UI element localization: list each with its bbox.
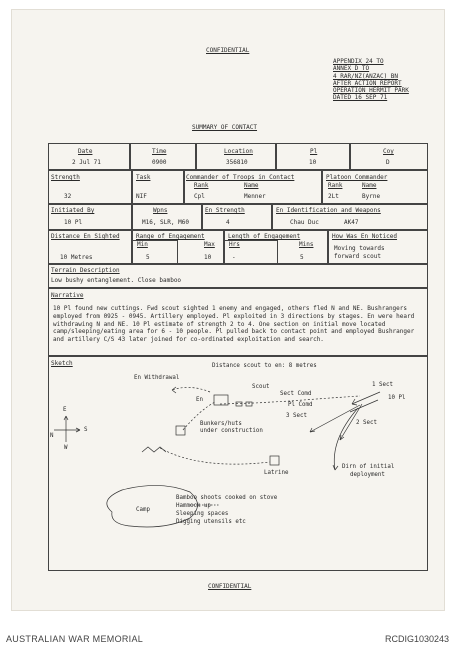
withdrawal-arrow [172,387,210,392]
commander-name-label: Name [244,182,259,189]
platoon-name-label: Name [362,182,377,189]
strength-value: 32 [64,193,72,200]
sect-comd-label: Sect Comd [280,391,312,397]
annex-line: 4 RAR/NZ(ANZAC) BN [333,72,399,80]
platoon-commander-label: Platoon Commander [326,174,388,181]
commander-label: Commander of Troops in Contact [186,174,295,181]
arrow-3-sect [310,405,360,432]
hut-marks [142,447,166,452]
length-mins-value: 5 [300,254,304,261]
distance-label: Distance En Sighted [51,233,120,240]
sect3-label: 3 Sect [286,413,307,419]
length-mins-label: Mins [299,241,314,248]
commander-name-value: Menner [244,193,266,200]
document-id: RCDIG1030243 [384,634,449,644]
camp-track [160,448,270,464]
platoon-name-value: Byrne [362,193,381,200]
annex-line: OPERATION HERMIT PARK [333,87,409,95]
annex-line: ANNEX D TO [333,65,370,73]
bunkers-label: under construction [200,428,263,434]
pl10-label: 10 Pl [388,395,406,401]
location-label: Location [224,148,253,155]
narrative-text: 10 Pl found new cuttings. Fwd scout sighted 1 enemy and engaged, others fled N and NE. Bushrangers employed from 0925 - 0945. Artillery employed. Pl exploited in 3 directions by stages. En were heard withdrawing N and NE. 10 Pl estimate of strength 2 to 4. One section on initial move located camp/sleeping/eating area for 6 - 10 people. Pl pulled back to contact point and employed Bushranger and artillery C/S 43 later joined for co-ordinated exploitation and search. [53,305,415,344]
date-label: Date [78,148,93,155]
range-max-value: 10 [204,254,212,261]
bunkers-label: Bunkers/huts [200,421,242,427]
sect1-label: 1 Sect [372,382,393,388]
latrine-label: Latrine [264,470,289,476]
length-hrs-value: - [232,254,236,261]
wpns-value: M16, SLR, M60 [142,219,189,226]
coy-label: Coy [383,148,394,155]
narrative-label: Narrative [51,292,84,299]
en-strength-value: 4 [226,219,230,226]
location-value: 356810 [226,159,248,166]
how-noticed-line: forward scout [334,253,381,260]
pl-value: 10 [309,159,317,166]
compass-w-label: W [64,445,68,451]
length-hrs-label: Hrs [229,241,240,248]
document-title: SUMMARY OF CONTACT [192,124,258,131]
platoon-rank-value: 2Lt [328,193,339,200]
range-min-value: 5 [146,254,150,261]
coy-value: D [386,159,390,166]
camp-note: Sleeping spaces [176,511,229,517]
en-weapon-value: AK47 [344,219,359,226]
annex-line: AFTER ACTION REPORT [333,79,402,87]
initiated-label: Initiated By [51,207,95,214]
platoon-rank-label: Rank [328,182,343,189]
annex-line: DATED 16 SEP 71 [333,94,388,102]
scout-label: Scout [252,384,270,390]
time-label: Time [152,148,167,155]
time-value: 0900 [152,159,167,166]
pl-comd-label: Pl Comd [288,402,313,408]
range-max-label: Max [204,241,215,248]
commander-rank-label: Rank [194,182,209,189]
archive-name: AUSTRALIAN WAR MEMORIAL [6,634,144,644]
bunker-box [176,426,185,435]
sketch-label: Sketch [51,360,73,367]
range-label: Range of Engagement [136,233,205,240]
terrain-text: Low bushy entanglement. Close bamboo [51,277,182,284]
camp-label: Camp [136,507,150,513]
withdrawal-arrowhead [172,387,176,393]
pl-label: Pl [310,148,318,155]
sect2-label: 2 Sect [356,420,377,426]
commander-rank-value: Cpl [194,193,205,200]
en-ident-value: Chau Duc [290,219,319,226]
dirn-label: Dirn of initial [342,464,395,470]
en-ident-label: En Identification and Weapons [276,207,381,214]
distance-note: Distance scout to en: 8 metres [212,363,317,369]
range-min-label: Min [137,241,148,248]
initiated-value: 10 Pl [64,219,83,226]
arrow-1-sect [352,392,380,404]
camp-note: Bamboo shoots cooked on stove [176,495,278,501]
en-strength-label: En Strength [205,207,245,214]
terrain-label: Terrain Description [51,267,120,274]
camp-note: Hammock up [176,503,211,509]
classification-bottom: CONFIDENTIAL [208,583,252,590]
en-withdrawal-label: En Withdrawal [134,375,180,381]
task-label: Task [136,174,151,181]
how-noticed-label: How Was En Noticed [332,233,398,240]
annex-line: APPENDIX 24 TO [333,58,384,65]
distance-value: 10 Metres [60,254,93,261]
strength-label: Strength [51,174,80,181]
wpns-label: Wpns [153,207,168,214]
latrine-box [270,456,279,465]
length-label: Length of Engagement [228,233,301,240]
compass-e-label: E [63,407,67,413]
en-label: En [196,397,203,403]
task-value: NIF [136,193,147,200]
how-noticed-line: Moving towards [334,245,385,252]
archive-footer [0,612,457,654]
dirn-label: deployment [350,472,385,478]
camp-note: Digging utensils etc [176,519,246,525]
compass-s-label: S [84,427,88,433]
classification-top: CONFIDENTIAL [206,47,250,54]
compass-n-label: N [50,433,54,439]
date-value: 2 Jul 71 [72,159,101,166]
